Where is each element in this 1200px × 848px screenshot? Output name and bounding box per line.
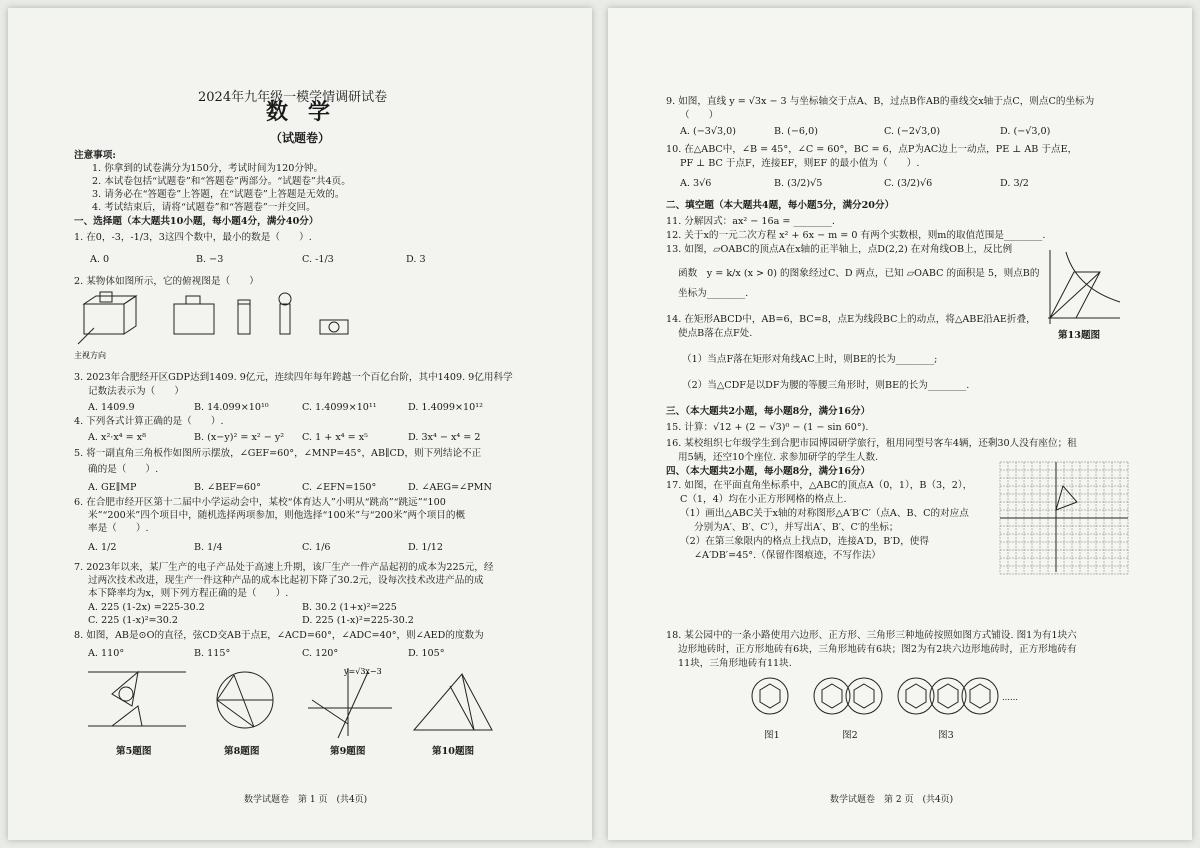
question-13: 13. 如图，▱OABC的顶点A在x轴的正半轴上，点D(2,2) 在对角线OB上，反比例 <box>666 244 1013 255</box>
question-3: 3. 2023年合肥经开区GDP达到1409. 9亿元，连续四年每年跨越一个百亿台阶，其中1409. 9亿用科学 <box>74 372 513 383</box>
q14-part-2: （2）当△CDF是以DF为腰的等腰三角形时，则BE的长为________. <box>682 380 970 391</box>
figure-5 <box>82 666 192 736</box>
exam-page-2 <box>608 8 1192 840</box>
triangle-abc <box>414 674 492 730</box>
question-10-cont: PF ⊥ BC 于点F，连接EF，则EF 的最小值为（ ）. <box>680 158 920 169</box>
q5-option-b: B. ∠BEF=60° <box>194 482 261 493</box>
q1-option-b: B. −3 <box>196 254 224 265</box>
question-8: 8. 如图，AB是⊙O的直径，弦CD交AB于点E，∠ACD=60°，∠ADC=40°，则∠AED的度数为 <box>74 630 484 641</box>
q5-option-c: C. ∠EFN=150° <box>302 482 377 493</box>
q6-option-c: C. 1/6 <box>302 542 331 553</box>
continuation-dots: …… <box>1002 693 1018 702</box>
question-18-cont2: 11块，三角形地砖有11块. <box>678 658 792 669</box>
question-7-cont: 过两次技术改进，现生产一件这种产品的成本比起初下降了30.2元，设每次技术改进产品的成 <box>88 575 484 586</box>
q8-option-b: B. 115° <box>194 648 231 659</box>
question-17: 17. 如图，在平面直角坐标系中，△ABC的顶点A（0，1），B（3，2）， <box>666 480 973 491</box>
tile-pattern-3a <box>898 678 934 714</box>
q1-option-d: D. 3 <box>406 254 426 265</box>
q1-option-a: A. 0 <box>90 254 110 265</box>
q9-option-c: C. (−2√3,0) <box>884 126 941 137</box>
q10-option-a: A. 3√6 <box>680 178 712 189</box>
tile-pattern-3b <box>930 678 966 714</box>
question-17-cont: C（1，4）均在小正方形网格的格点上. <box>680 494 847 505</box>
option-c-circle <box>279 293 291 305</box>
tile-pattern-3c <box>962 678 998 714</box>
hexagon-2b <box>854 684 874 708</box>
hexagon-1 <box>760 684 780 708</box>
question-7: 7. 2023年以来，某厂生产的电子产品处于高速上升期，该厂生产一件产品起初的成本为225元，经 <box>74 562 494 573</box>
section-3-heading: 三、（本大题共2小题，每小题8分，满分16分） <box>666 406 871 417</box>
q6-option-b: B. 1/4 <box>194 542 223 553</box>
question-5-cont: 确的是（ ）. <box>88 464 159 475</box>
exam-title: 2024年九年级一模学情调研试卷 <box>198 90 388 105</box>
q10-option-c: C. (3/2)√6 <box>884 178 933 189</box>
hexagon-3b <box>938 684 958 708</box>
question-16: 16. 某校组织七年级学生到合肥市园博园研学旅行，租用同型号客车4辆，还剩30人没有座位；租 <box>666 438 1077 449</box>
note-item: 3. 请务必在“答题卷”上答题，在“试题卷”上答题是无效的。 <box>92 189 345 200</box>
q8-option-d: D. 105° <box>408 648 445 659</box>
fig18-caption-3: 图3 <box>938 730 954 741</box>
triangle-abc <box>1056 486 1077 510</box>
q3-option-c: C. 1.4099×10¹¹ <box>302 402 377 413</box>
notes-header: 注意事项: <box>74 150 116 161</box>
note-item: 4. 考试结束后，请将“试题卷”和“答题卷”一并交回。 <box>92 202 316 213</box>
q3-option-a: A. 1409.9 <box>88 402 135 413</box>
page-2-footer: 数学试题卷 第 2 页 (共4页) <box>830 795 954 805</box>
fig13-caption: 第13题图 <box>1058 330 1101 341</box>
page-1-footer: 数学试题卷 第 1 页 (共4页) <box>244 795 368 805</box>
q2-figures <box>74 290 374 360</box>
tile-pattern-1 <box>752 678 788 714</box>
q10-option-d: D. 3/2 <box>1000 178 1029 189</box>
q8-option-a: A. 110° <box>88 648 125 659</box>
q10-option-b: B. (3/2)√5 <box>774 178 823 189</box>
q17-part-2: （2）在第三象限内的格点上找点D，连接A′D，B′D，使得 <box>680 536 929 547</box>
question-13-cont2: 坐标为________. <box>678 288 749 299</box>
option-a-shape <box>174 304 214 334</box>
question-15: 15. 计算：√12 + (2 − √3)⁰ − (1 − sin 60°). <box>666 422 869 433</box>
figure-13 <box>1044 248 1124 328</box>
solid-cylinder <box>100 292 112 302</box>
circle-mark <box>119 687 133 701</box>
tile-pattern-2a <box>814 678 850 714</box>
section-4-heading: 四、（本大题共2小题，每小题8分，满分16分） <box>666 466 871 477</box>
fig18-caption-1: 图1 <box>764 730 780 741</box>
solid-front-face <box>84 304 124 334</box>
figure-10 <box>408 668 498 738</box>
tile-pattern-2b <box>846 678 882 714</box>
q6-option-d: D. 1/12 <box>408 542 443 553</box>
solid-top-face <box>84 296 136 304</box>
q4-option-a: A. x²·x⁴ = x⁸ <box>88 432 146 443</box>
fig18-caption-2: 图2 <box>842 730 858 741</box>
question-3-cont: 记数法表示为（ ） <box>88 386 184 397</box>
question-1: 1. 在0，-3，-1/3，3这四个数中，最小的数是（ ）. <box>74 232 312 243</box>
q17-part-1-cont: 分别为A′、B′、C′），并写出A′、B′、C′的坐标； <box>694 522 899 533</box>
question-12: 12. 关于x的一元二次方程 x² + 6x − m = 0 有两个实数根，则m的取值范围是________. <box>666 230 1046 241</box>
q1-option-c: C. -1/3 <box>302 254 334 265</box>
note-item: 2. 本试卷包括“试题卷”和“答题卷”两部分。“试题卷”共4页。 <box>92 176 351 187</box>
solid-side-face <box>124 296 136 334</box>
q17-part-1: （1）画出△ABC关于x轴的对称图形△A′B′C′（点A、B、C的对应点 <box>680 508 969 519</box>
option-a-top <box>186 296 200 304</box>
question-6: 6. 在合肥市经开区第十二届中小学运动会中，某校“体育达人”小明从“跳高”“跳远”“100 <box>74 497 446 508</box>
hexagon-3c <box>970 684 990 708</box>
note-item: 1. 你拿到的试卷满分为150分，考试时间为120分钟。 <box>92 163 324 174</box>
figure-18-tiles <box>740 672 1080 720</box>
line-graph <box>338 672 368 738</box>
subject-title: 数学 <box>266 99 351 125</box>
segment-pf <box>462 674 474 730</box>
q4-option-b: B. (x−y)² = x² − y² <box>194 432 285 443</box>
question-4: 4. 下列各式计算正确的是（ ）. <box>74 416 224 427</box>
q3-option-b: B. 14.099×10¹⁰ <box>194 402 269 413</box>
question-9-cont: （ ） <box>680 110 719 121</box>
q6-option-a: A. 1/2 <box>88 542 117 553</box>
figure-17-grid <box>1000 462 1130 574</box>
q7-option-a: A. 225 (1-2x) =225-30.2 <box>88 602 205 613</box>
figure-9 <box>304 664 394 740</box>
question-6-cont: 米”“200米”四个项目中，随机选择两项参加，则他选择“100米”与“200米”两个项目的概 <box>88 510 466 521</box>
fig5-caption: 第5题图 <box>116 746 152 757</box>
diagonal-ob <box>1050 272 1100 318</box>
question-6-cont2: 率是（ ）. <box>88 523 149 534</box>
view-arrow <box>78 328 94 344</box>
line-equation-label: y=√3x−3 <box>344 667 382 676</box>
question-14: 14. 在矩形ABCD中，AB=6，BC=8，点E为线段BC上的动点，将△ABE沿AE折叠， <box>666 314 1036 325</box>
view-direction-label: 主视方向 <box>74 351 106 360</box>
section-1-heading: 一、选择题（本大题共10小题，每小题4分，满分40分） <box>74 216 319 227</box>
question-14-cont: 使点B落在点F处. <box>678 328 753 339</box>
q8-option-c: C. 120° <box>302 648 339 659</box>
q14-part-1: （1）当点F落在矩形对角线AC上时，则BE的长为________; <box>682 354 938 365</box>
fig10-caption: 第10题图 <box>432 746 475 757</box>
q7-option-b: B. 30.2 (1+x)²=225 <box>302 602 397 613</box>
hexagon-3a <box>906 684 926 708</box>
fig9-caption: 第9题图 <box>330 746 366 757</box>
triangle-mnp <box>112 706 142 726</box>
q9-option-a: A. (−3√3,0) <box>680 126 737 137</box>
hyperbola-curve <box>1066 252 1120 302</box>
question-10: 10. 在△ABC中，∠B = 45°，∠C = 60°，BC = 6，点P为AC边上一动点，PE ⊥ AB 于点E， <box>666 144 1078 155</box>
question-16-cont: 用5辆，还空10个座位. 求参加研学的学生人数. <box>678 452 879 463</box>
perpendicular-line <box>312 700 348 724</box>
option-b-top <box>238 300 250 304</box>
question-7-cont2: 本下降率均为x，则下列方程正确的是（ ）. <box>88 588 289 599</box>
question-18: 18. 某公园中的一条小路使用六边形、正方形、三角形三种地砖按照如图方式铺设. 图1为有1块六 <box>666 630 1077 641</box>
q5-option-d: D. ∠AEG=∠PMN <box>408 482 492 493</box>
q3-option-d: D. 1.4099×10¹² <box>408 402 483 413</box>
exam-page-1 <box>8 8 592 840</box>
question-11: 11. 分解因式：ax² − 16a = ________. <box>666 216 835 227</box>
q7-option-c: C. 225 (1-x)²=30.2 <box>88 615 178 626</box>
fig8-caption: 第8题图 <box>224 746 260 757</box>
q17-part-2-cont: ∠A′DB′=45°.（保留作图痕迹，不写作法） <box>694 550 881 561</box>
hexagon-2a <box>822 684 842 708</box>
q9-option-b: B. (−6,0) <box>774 126 818 137</box>
question-13-cont: 函数 y = k/x (x > 0) 的图象经过C、D 两点，已知 ▱OABC 的面积是 5，则点B的 <box>678 268 1040 279</box>
paper-type: （试题卷） <box>270 131 331 145</box>
option-b-shape <box>238 304 250 334</box>
q4-option-d: D. 3x⁴ − x⁴ = 2 <box>408 432 481 443</box>
question-2: 2. 某物体如图所示，它的俯视图是（ ） <box>74 276 259 287</box>
question-9: 9. 如图，直线 y = √3x − 3 与坐标轴交于点A、B，过点B作AB的垂线交x轴于点C，则点C的坐标为 <box>666 96 1095 107</box>
option-d-circle <box>329 322 339 332</box>
question-18-cont: 边形地砖时，正方形地砖有6块，三角形地砖有6块；图2为有2块六边形地砖时，正方形地砖有 <box>678 644 1077 655</box>
q5-option-a: A. GE∥MP <box>88 482 137 493</box>
q7-option-d: D. 225 (1-x)²=225-30.2 <box>302 615 414 626</box>
segment-ef <box>450 686 474 730</box>
q9-option-d: D. (−√3,0) <box>1000 126 1051 137</box>
section-2-heading: 二、填空题（本大题共4题，每小题5分，满分20分） <box>666 200 895 211</box>
q4-option-c: C. 1 + x⁴ = x⁵ <box>302 432 368 443</box>
question-5: 5. 将一副直角三角板作如图所示摆放，∠GEF=60°，∠MNP=45°，AB∥CD，则下列结论不正 <box>74 448 482 459</box>
option-c-shape <box>280 304 290 334</box>
figure-8 <box>210 668 280 738</box>
